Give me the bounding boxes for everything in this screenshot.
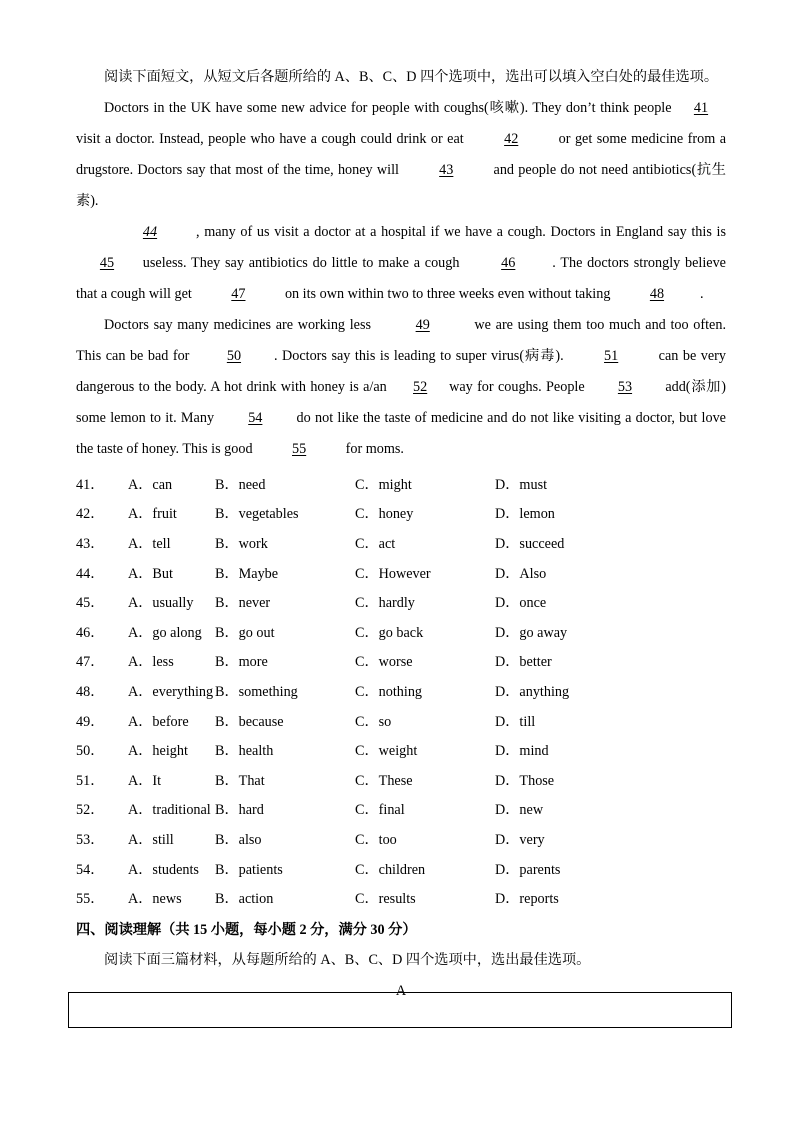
blank-54: 54 xyxy=(248,410,263,426)
blank-43: 43 xyxy=(439,162,454,178)
option-row: 52． A．traditional B．hard C．final D．new xyxy=(76,802,544,819)
option-row: 46． A．go along B．go out C．go back D．go away xyxy=(76,624,568,641)
blank-45: 45 xyxy=(99,255,115,271)
option-row: 54． A．students B．patients C．children D．parents xyxy=(76,861,561,878)
material-box xyxy=(68,992,732,1028)
blank-48: 48 xyxy=(649,286,665,302)
blank-46: 46 xyxy=(501,255,516,271)
passage-paragraph-2: 44 , many of us visit a doctor at a hospital if we have a cough. Doctors in England say this is 45 useless. They say antibiotics do little to make a cough 46 . The doctors strongly believe that a cough will get 47 on its own within two to three weeks even without taking 48 . xyxy=(76,217,726,310)
options-list xyxy=(76,469,726,913)
part-label: A xyxy=(395,982,407,999)
option-row: 42． A．fruit B．vegetables C．honey D．lemon xyxy=(76,506,555,523)
option-row: 55． A．news B．action C．results D．reports xyxy=(76,891,559,908)
option-row: 41． A．can B．need C．might D．must xyxy=(76,476,548,493)
option-row: 53． A．still B．also C．too D．very xyxy=(76,831,545,848)
option-row: 44． A．But B．Maybe C．However D．Also xyxy=(76,565,547,582)
option-row: 45． A．usually B．never C．hardly D．once xyxy=(76,595,547,612)
blank-44: 44 xyxy=(142,224,158,240)
blank-55: 55 xyxy=(292,441,307,457)
option-row: 43． A．tell B．work C．act D．succeed xyxy=(76,535,565,552)
blank-49: 49 xyxy=(415,317,430,333)
instruction-cloze: 阅读下面短文，从短文后各题所给的 A、B、C、D 四个选项中，选出可以填入空白处的最佳选项。 xyxy=(104,69,719,85)
instruction-reading: 阅读下面三篇材料，从每题所给的 A、B、C、D 四个选项中，选出最佳选项。 xyxy=(104,951,591,968)
option-row: 49． A．before B．because C．so D．till xyxy=(76,713,536,730)
blank-52: 52 xyxy=(413,379,428,395)
passage-paragraph-1: Doctors in the UK have some new advice for people with coughs(咳嗽). They don’t think people 41 visit a doctor. Instead, people who have a cough could drink or eat 42 or get some medicine from a drugstore. Doctors say that most of the time, honey will 43 and people do not need antibiotics(抗生素). xyxy=(76,93,726,217)
blank-42: 42 xyxy=(504,131,519,147)
blank-41: 41 xyxy=(693,100,709,116)
option-row: 47． A．less B．more C．worse D．better xyxy=(76,654,552,671)
blank-53: 53 xyxy=(617,379,633,395)
blank-47: 47 xyxy=(231,286,246,302)
option-row: 48． A．everything B．something C．nothing D．anything xyxy=(76,683,570,700)
blank-51: 51 xyxy=(604,348,619,364)
blank-50: 50 xyxy=(226,348,242,364)
passage-paragraph-3: Doctors say many medicines are working less 49 we are using them too much and too often. This can be bad for 50 . Doctors say this is leading to super virus(病毒). 51 can be very dangerous to the body. A hot drink with honey is a/an 52 way for coughs. People 53 add(添加) some lemon to it. Many 54 do not like the taste of medicine and do not like visiting a doctor, but love the taste of honey. This is good 55 for moms. xyxy=(76,310,726,465)
option-row: 50． A．height B．health C．weight D．mind xyxy=(76,743,549,760)
option-row: 51． A．It B．That C．These D．Those xyxy=(76,772,555,789)
exam-page xyxy=(76,62,726,1006)
section-4-title: 四、阅读理解（共 15 小题，每小题 2 分，满分 30 分） xyxy=(76,921,417,938)
